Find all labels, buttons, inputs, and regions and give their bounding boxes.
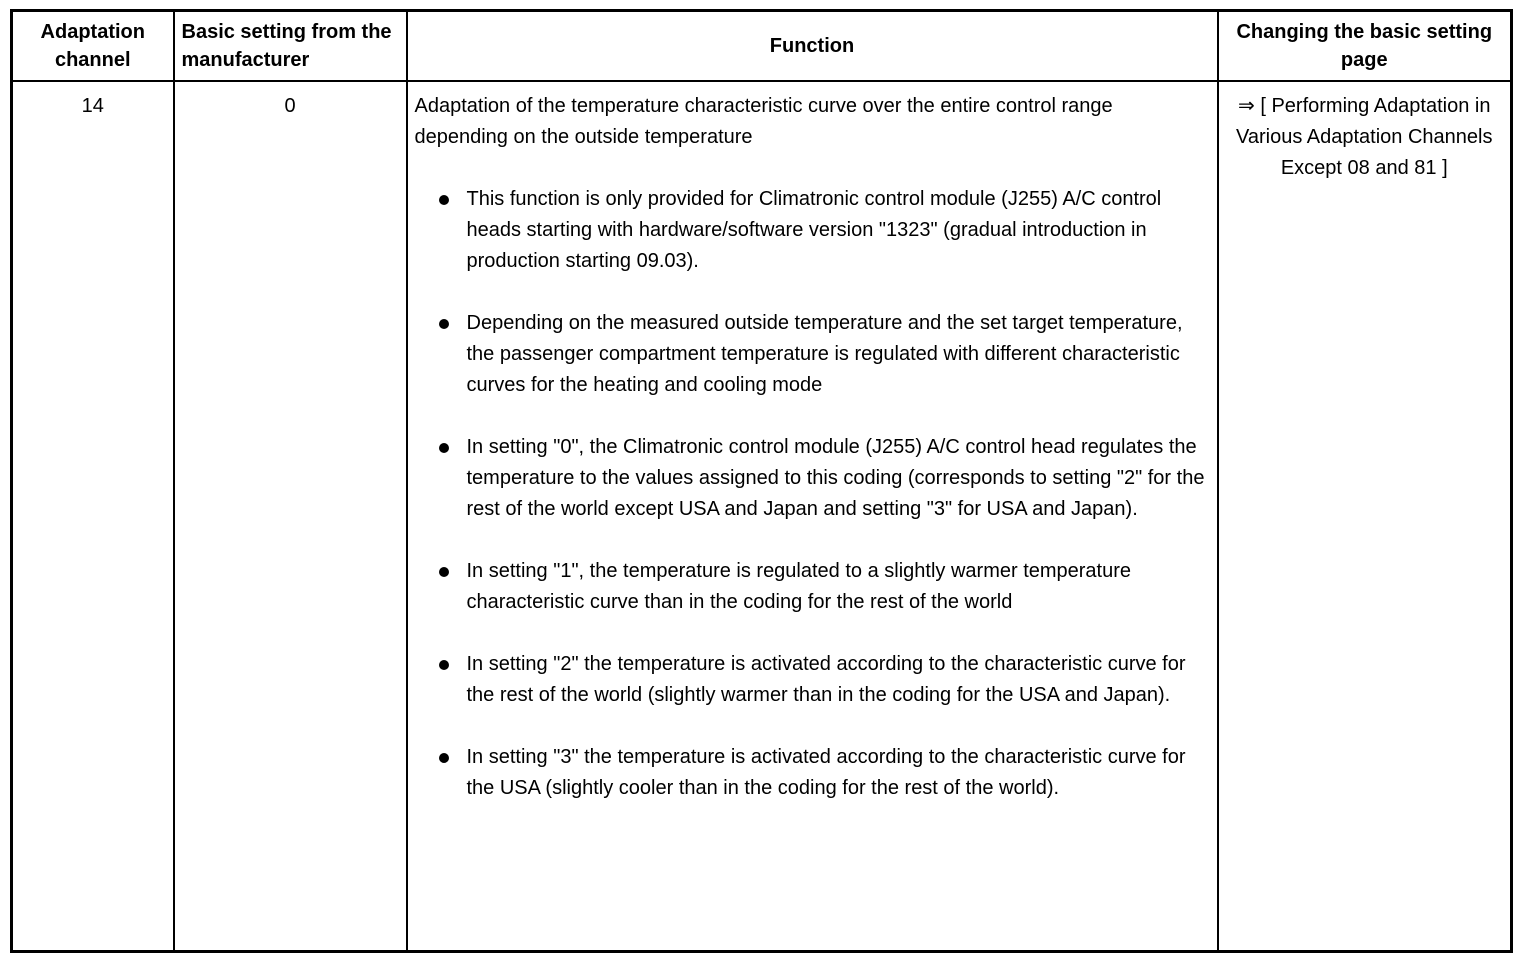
cell-changing-basic-setting-page xyxy=(1218,81,1512,952)
cross-reference-label: [ Performing Adaptation in Various Adaptation Channels Except 08 and 81 ] xyxy=(1236,94,1493,179)
bullet-text: In setting "0", the Climatronic control module (J255) A/C control head regulates the temperature to the values assigned to this coding (corresponds to setting "2" for the rest of the world except USA and Japan and setting "3" for USA and Japan). xyxy=(466,435,1205,520)
cell-adaptation-channel-value: 14 xyxy=(12,81,174,952)
bullet-icon xyxy=(439,660,449,670)
double-arrow-icon: ⇒ xyxy=(1238,94,1255,117)
bullet-icon xyxy=(439,753,449,763)
header-function: Function xyxy=(407,11,1218,81)
bullet-text: This function is only provided for Climatronic control module (J255) A/C control heads starting with hardware/software version "1323" (gradual introduction in production starting 09.03). xyxy=(466,187,1162,272)
bullet-icon xyxy=(439,443,449,453)
bullet-text: In setting "1", the temperature is regulated to a slightly warmer temperature characteristic curve than in the coding for the rest of the world xyxy=(466,559,1132,613)
header-changing-basic-setting-page: Changing the basic setting page xyxy=(1218,11,1512,81)
cross-reference-link[interactable] xyxy=(1236,95,1492,179)
cell-function xyxy=(407,81,1218,952)
header-row xyxy=(12,11,1512,81)
bullet-text: In setting "2" the temperature is activated according to the characteristic curve for the rest of the world (slightly warmer than in the coding for the USA and Japan). xyxy=(466,652,1186,706)
adaptation-channel-table xyxy=(10,9,1513,953)
list-item xyxy=(439,308,1209,401)
bullet-icon xyxy=(439,567,449,577)
list-item xyxy=(439,649,1209,711)
table-row xyxy=(12,81,1512,952)
header-adaptation-channel: Adaptation channel xyxy=(12,11,174,81)
bullet-icon xyxy=(439,319,449,329)
bullet-text: Depending on the measured outside temperature and the set target temperature, the passenger compartment temperature is regulated with different characteristic curves for the heating and cooling mode xyxy=(466,311,1183,396)
list-item xyxy=(439,432,1209,525)
bullet-icon xyxy=(439,195,449,205)
list-item xyxy=(439,742,1209,804)
list-item xyxy=(439,556,1209,618)
header-basic-setting: Basic setting from the manufacturer xyxy=(174,11,407,81)
bullet-text: In setting "3" the temperature is activated according to the characteristic curve for the USA (slightly cooler than in the coding for the rest of the world). xyxy=(466,745,1186,799)
function-intro-text: Adaptation of the temperature characteristic curve over the entire control range depending on the outside temperature xyxy=(414,94,1113,148)
list-item xyxy=(439,184,1209,277)
cell-basic-setting-value: 0 xyxy=(174,81,407,952)
function-bullet-list xyxy=(415,184,1209,804)
